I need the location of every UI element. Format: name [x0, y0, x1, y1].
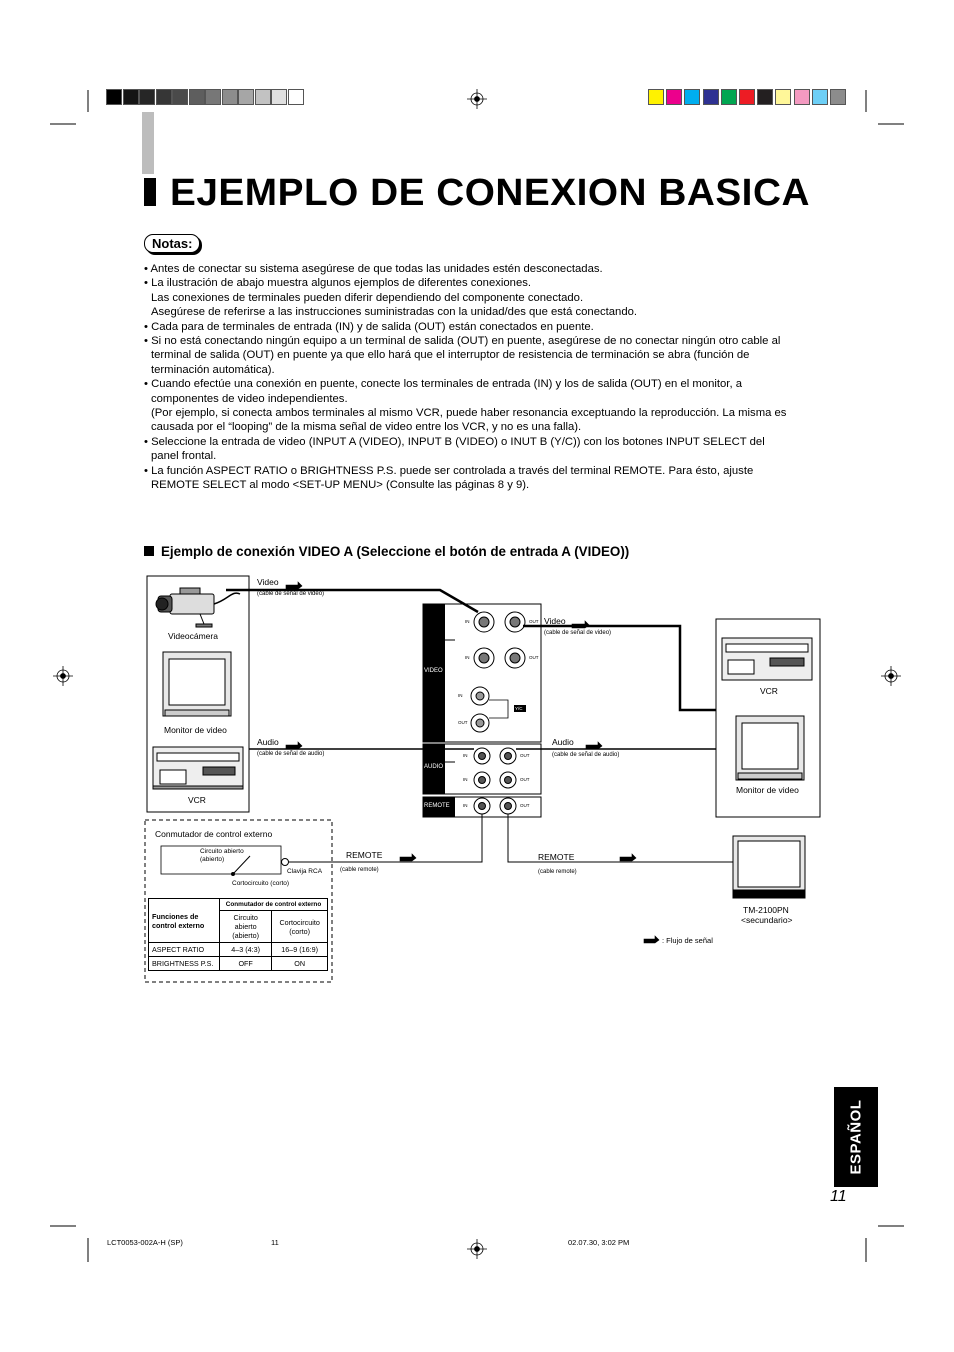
note-line: (Por ejemplo, si conecta ambos terminales al mismo VCR, puede haber resonancia exceptuando la reproducción. La misma es	[151, 407, 787, 420]
remote-cable-label: (cable remote)	[340, 867, 379, 873]
panel-in-label: IN	[463, 753, 468, 758]
footer-date: 02.07.30, 3:02 PM	[568, 1238, 630, 1247]
left-vcr-icon	[153, 747, 243, 789]
left-device-label: VCR	[188, 795, 206, 805]
note-line: Las conexiones de terminales pueden diferir dependiendo del componente conectado.	[151, 291, 584, 304]
note-line: terminal de salida (OUT) en puente ya que ello hará que el interruptor de resistencia de terminación se abra (función de	[151, 349, 750, 362]
panel-a-label: A	[448, 616, 453, 623]
secondary-monitor-icon	[733, 836, 805, 898]
right-vcr-icon	[722, 638, 812, 680]
panel-b-label: B	[448, 686, 453, 693]
left-device-label: Videocámera	[168, 631, 218, 641]
video-cable-out	[523, 626, 716, 710]
note-line: • La función ASPECT RATIO o BRIGHTNESS P.S. puede ser controlada a través del terminal REMOTE. Para ésto, ajuste	[144, 464, 754, 477]
left-device-label: Monitor de video	[164, 725, 227, 735]
note-line: REMOTE SELECT al modo <SET-UP MENU> (Consulte las páginas 8 y 9).	[151, 479, 530, 492]
footer-code: LCT0053-002A-H (SP)	[107, 1238, 183, 1247]
note-line: • Cuando efectúe una conexión en puente, conecte los terminales de entrada (IN) y los de salida (OUT) en el monitor, a	[144, 378, 743, 391]
panel-yc-label: Y/C	[515, 706, 523, 711]
page-title: EJEMPLO DE CONEXION BASICA	[170, 172, 810, 214]
note-line: Asegúrese de referirse a las instrucciones suministradas con la unidad/des que está conectando.	[151, 306, 638, 319]
monitor-model-label: TM-2100PN	[743, 905, 789, 915]
notes-label: Notas:	[144, 234, 200, 253]
right-device-label: VCR	[760, 686, 778, 696]
right-monitor-icon	[736, 716, 804, 780]
table-cell: ON	[272, 957, 328, 971]
panel-remote-label: REMOTE	[424, 803, 450, 809]
panel-in-label: IN	[463, 777, 468, 782]
note-line: • La ilustración de abajo muestra algunos ejemplos de diferentes conexiones.	[144, 277, 532, 290]
panel-audio-label: AUDIO	[424, 764, 444, 770]
panel-out-label: OUT	[520, 777, 530, 782]
remote-cable-label: (cable remote)	[538, 869, 577, 875]
table-cell: 4–3 (4:3)	[220, 943, 272, 957]
section-heading-text: Ejemplo de conexión VIDEO A (Seleccione el botón de entrada A (VIDEO))	[161, 544, 630, 559]
video-cable-label: (cable de señal de video)	[257, 591, 325, 597]
footer-page: 11	[271, 1238, 279, 1247]
panel-in-label: IN	[465, 655, 470, 660]
short-circuit-label: Cortocircuito (corto)	[232, 880, 290, 887]
note-line: • Cada para de terminales de entrada (IN) y de salida (OUT) están conectados en puente.	[144, 320, 594, 333]
table-header: Conmutador de control externo	[220, 899, 328, 911]
panel-in-label: IN	[458, 693, 463, 698]
panel-out-label: OUT	[520, 803, 530, 808]
switch-box-title: Conmutador de control externo	[155, 829, 273, 839]
note-line: panel frontal.	[151, 450, 217, 463]
table-row	[149, 957, 328, 971]
audio-cable-label: (cable de señal de audio)	[552, 752, 620, 758]
note-line: • Seleccione la entrada de video (INPUT A (VIDEO), INPUT B (VIDEO) o INUT B (Y/C)) con los botones INPUT SELECT del	[144, 435, 765, 448]
page-number: 11	[830, 1188, 847, 1205]
panel-out-label: OUT	[529, 619, 539, 624]
audio-label: Audio	[257, 737, 279, 747]
table-header: Cortocircuito (corto)	[272, 911, 328, 943]
panel-a-label: A	[448, 751, 453, 758]
right-device-label: Monitor de video	[736, 785, 799, 795]
table-header: Funciones de control externo	[149, 899, 220, 943]
table-cell: BRIGHTNESS P.S.	[149, 957, 220, 971]
left-monitor-icon	[163, 652, 231, 716]
monitor-role-label: <secundario>	[741, 915, 793, 925]
control-functions-table	[148, 898, 328, 971]
note-line: • Antes de conectar su sistema asegúrese de que todas las unidades estén desconectadas.	[144, 263, 603, 275]
note-line: • Si no está conectando ningún equipo a un terminal de salida (OUT) en puente, asegúrese de no conectar ningún otro cable al	[144, 335, 781, 348]
note-line: terminación automática).	[151, 363, 275, 376]
note-line: componentes de video independientes.	[151, 392, 348, 405]
panel-out-label: OUT	[529, 655, 539, 660]
open-circuit-label: Circuito abierto (abierto)	[200, 848, 244, 863]
panel-b-label: B	[448, 776, 453, 783]
panel-in-label: IN	[465, 619, 470, 624]
remote-label: REMOTE	[346, 850, 383, 860]
table-header: Circuito abierto (abierto)	[220, 911, 272, 943]
note-line: causada por el “looping” de la misma señal de video entre los VCR, y no es una falla).	[151, 421, 582, 434]
table-cell: OFF	[220, 957, 272, 971]
rca-plug-label: Clavija RCA	[287, 868, 323, 875]
audio-cable-label: (cable de señal de audio)	[257, 751, 325, 757]
panel-in-label: IN	[463, 803, 468, 808]
panel-out-label: OUT	[520, 753, 530, 758]
panel-video-label: VIDEO	[424, 668, 443, 674]
flow-legend-label: : Flujo de señal	[662, 936, 713, 945]
remote-label: REMOTE	[538, 852, 575, 862]
audio-label: Audio	[552, 737, 574, 747]
video-camera-icon	[156, 588, 240, 627]
panel-out-label: OUT	[458, 720, 468, 725]
language-tab-label: ESPAÑOL	[847, 1099, 865, 1175]
video-label: Video	[544, 616, 566, 626]
table-cell: ASPECT RATIO	[149, 943, 220, 957]
table-cell: 16–9 (16:9)	[272, 943, 328, 957]
language-tab	[834, 1087, 878, 1187]
video-cable-label: (cable de señal de video)	[544, 630, 612, 636]
video-label: Video	[257, 577, 279, 587]
rca-plug-icon	[282, 859, 289, 866]
table-row	[149, 943, 328, 957]
